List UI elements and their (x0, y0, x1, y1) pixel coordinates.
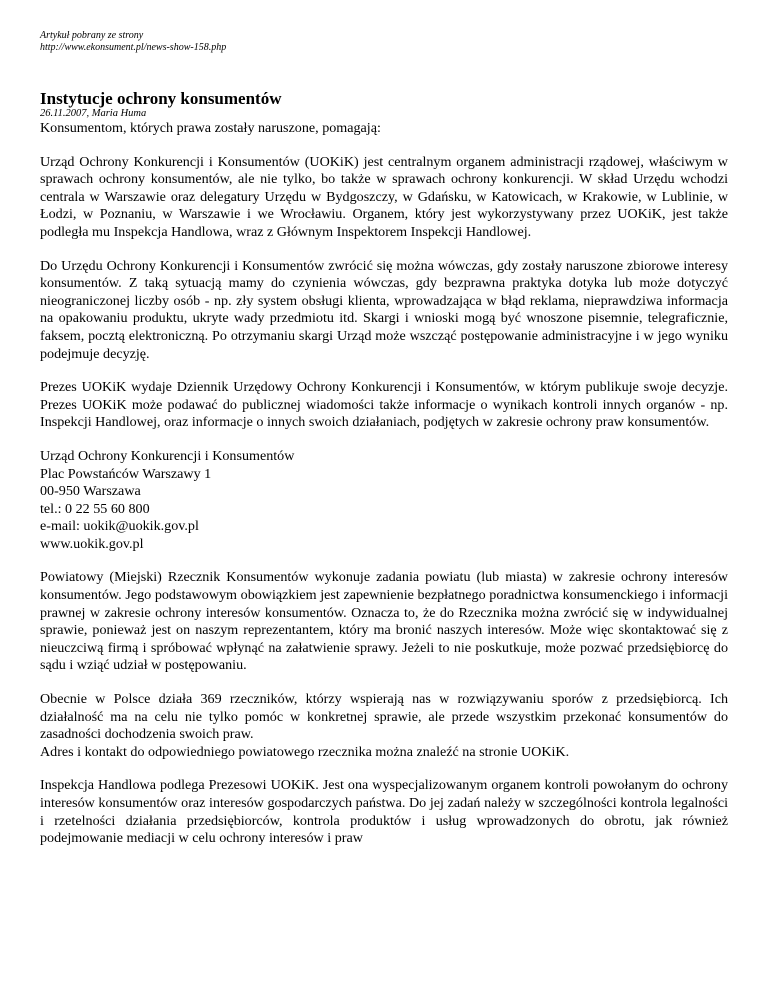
address-website: www.uokik.gov.pl (40, 535, 144, 552)
article-body (40, 120, 728, 848)
paragraph-uokik: Urząd Ochrony Konkurencji i Konsumentów (UOKiK) jest centralnym organem administracji rządowej, właściwym w sprawach ochrony konsumentów, ale nie tylko, bo także w sprawach ochrony konkurencji. W skład Urzędu wchodzi centrala w Warszawie oraz delegatury Urzędu w Bydgoszczy, w Gdańsku, w Katowicach, w Krakowie, w Lublinie, w Łodzi, w Poznaniu, w Warszawie i we Wrocławiu. Organem, który jest wykorzystywany przez UOKiK, jest także podległa mu Inspekcja Handlowa, wraz z Głównym Inspektorem Inspekcji Handlowej. (40, 153, 728, 240)
source-url: http://www.ekonsument.pl/news-show-158.php (40, 42, 227, 53)
paragraph-ombudsman-count (40, 691, 728, 761)
article-title: Instytucje ochrony konsumentów (40, 89, 282, 108)
address-street: Plac Powstańców Warszawy 1 (40, 465, 212, 482)
article-meta: 26.11.2007, Maria Huma (40, 108, 147, 119)
paragraph-inspection: Inspekcja Handlowa podlega Prezesowi UOKiK. Jest ona wyspecjalizowanym organem kontroli powołanym do ochrony interesów konsumentów oraz interesów gospodarczych państwa. Do jej zadań należy w szczególności kontrola legalności i rzetelności działania przedsiębiorców, kontrola produktów i usług wprowadzonych do obrotu, jak również podejmowanie mediacji w celu ochrony interesów i praw (40, 777, 728, 847)
intro-paragraph: Konsumentom, których prawa zostały naruszone, pomagają: (40, 120, 381, 136)
address-email: e-mail: uokik@uokik.gov.pl (40, 518, 199, 535)
source-label: Artykuł pobrany ze strony (40, 30, 144, 41)
address-name: Urząd Ochrony Konkurencji i Konsumentów (40, 447, 295, 464)
address-block (40, 448, 728, 554)
source-note (40, 30, 728, 54)
article-container (40, 30, 728, 864)
paragraph-complaints: Do Urzędu Ochrony Konkurencji i Konsumentów zwrócić się można wówczas, gdy zostały naruszone zbiorowe interesy konsumentów. Z taką sytuacją mamy do czynienia wówczas, gdy bezprawna praktyka dotyka lub może dotyczyć nieograniczonej liczby osób - np. zły system obsługi klienta, wprowadzająca w błąd reklama, nieprawdziwa informacja na opakowaniu produktu, ukryte wady przedmiotu itd. Skargi i wnioski mogą być wnoszone pisemnie, telegraficznie, faksem, pocztą elektroniczną. Po otrzymaniu skargi Urząd może wszcząć postępowanie administracyjne i w jego wyniku podejmuje decyzję. (40, 257, 728, 362)
ombudsman-contact-text: Adres i kontakt do odpowiedniego powiatowego rzecznika można znaleźć na stronie UOKiK. (40, 743, 570, 760)
paragraph-ombudsman: Powiatowy (Miejski) Rzecznik Konsumentów wykonuje zadania powiatu (lub miasta) w zakresie ochrony interesów konsumentów. Jego podstawowym obowiązkiem jest zapewnienie bezpłatnego poradnictwa konsumenckiego i informacji prawnej w zakresie ochrony interesów konsumentów. Oznacza to, że do Rzecznika można zwrócić się w indywidualnej sprawie, ponieważ jest on naszym reprezentantem, który ma bronić naszych interesów. Może więc skontaktować się z nieuczciwą firmą i spróbować wpłynąć na załatwienie sprawy. Jeżeli to nie poskutkuje, może pozwać przedsiębiorcę do sądu i wziąć udział w postępowaniu. (40, 569, 728, 674)
address-city: 00-950 Warszawa (40, 483, 141, 500)
address-phone: tel.: 0 22 55 60 800 (40, 500, 150, 517)
paragraph-journal: Prezes UOKiK wydaje Dziennik Urzędowy Ochrony Konkurencji i Konsumentów, w którym publikuje swoje decyzje. Prezes UOKiK może podawać do publicznej wiadomości także informacje o wynikach kontroli innych organów - np. Inspekcji Handlowej, oraz informacje o innych swoich działaniach, podjętych w zakresie ochrony praw konsumentów. (40, 379, 728, 431)
ombudsman-count-text: Obecnie w Polsce działa 369 rzeczników, którzy wspierają nas w rozwiązywaniu sporów z przedsiębiorcą. Ich działalność ma na celu nie tylko pomóc w konkretnej sprawie, ale przede wszystkim przekonać konsumentów do zasadności dochodzenia swoich praw. (40, 691, 728, 743)
